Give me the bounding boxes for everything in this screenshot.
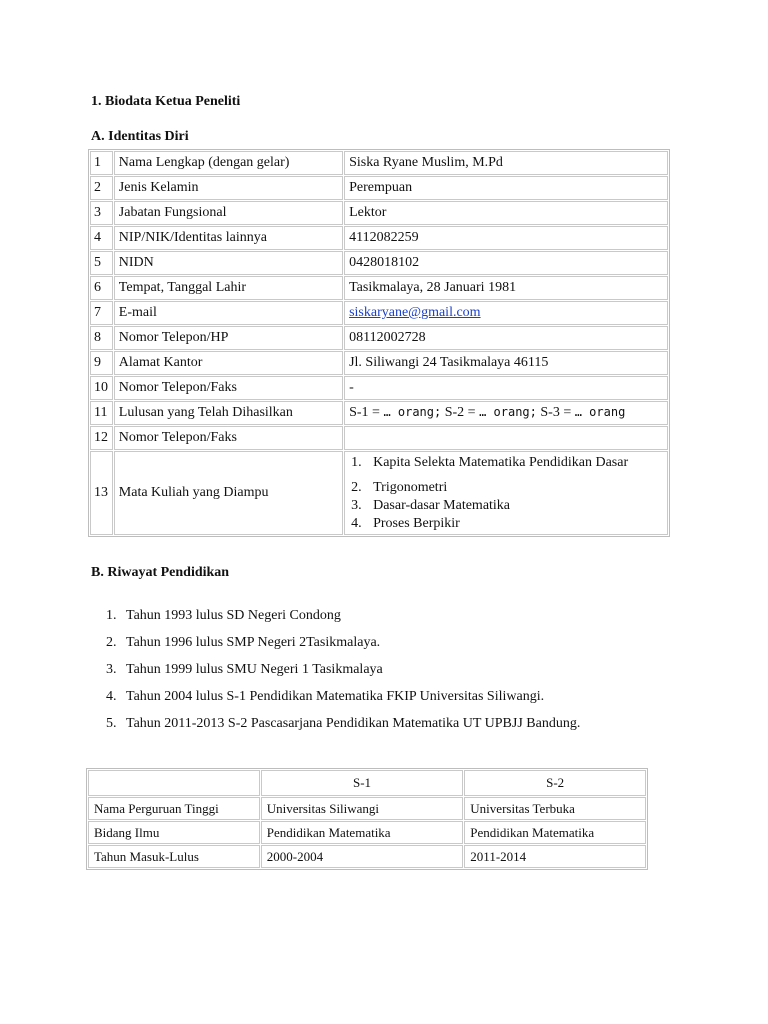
table-cell: Nama Perguruan Tinggi [88, 797, 260, 820]
table-row [90, 451, 668, 535]
row-value: Perempuan [344, 176, 668, 200]
education-list [106, 606, 580, 741]
row-label: Nama Lengkap (dengan gelar) [114, 151, 343, 175]
header-cell [88, 770, 260, 796]
table-cell: Pendidikan Matematika [261, 821, 464, 844]
list-text: Tahun 1993 lulus SD Negeri Condong [126, 608, 341, 623]
row-label: E-mail [114, 301, 343, 325]
courses-cell [344, 451, 668, 535]
row-label: Nomor Telepon/Faks [114, 426, 343, 450]
graduates-s1-label: S-1 = [349, 405, 384, 420]
list-number: 1. [106, 608, 117, 623]
row-label: Jabatan Fungsional [114, 201, 343, 225]
list-item [106, 714, 580, 741]
list-number: 5. [106, 716, 117, 731]
table-row [90, 326, 668, 350]
row-number: 4 [90, 226, 113, 250]
section-a-letter: A. [91, 129, 105, 144]
list-item [106, 633, 580, 660]
row-number: 2 [90, 176, 113, 200]
table-row [90, 176, 668, 200]
row-label: Nomor Telepon/HP [114, 326, 343, 350]
graduates-s3-count: … orang [574, 405, 626, 419]
header-cell: S-1 [261, 770, 464, 796]
table-row [90, 151, 668, 175]
section-a-title: Identitas Diri [108, 129, 189, 144]
course-name: Proses Berpikir [373, 515, 460, 531]
table-cell: 2000-2004 [261, 845, 464, 868]
list-number: 3. [106, 662, 117, 677]
list-text: Tahun 1999 lulus SMU Negeri 1 Tasikmalaya [126, 662, 383, 677]
row-number: 3 [90, 201, 113, 225]
row-label: Alamat Kantor [114, 351, 343, 375]
course-name: Kapita Selekta Matematika Pendidikan Dasar [373, 454, 629, 470]
table-cell: Bidang Ilmu [88, 821, 260, 844]
list-item [351, 454, 667, 472]
graduates-s3-label: S-3 = [536, 405, 575, 420]
table-row [90, 426, 668, 450]
table-row [90, 376, 668, 400]
list-number: 2. [351, 479, 362, 495]
table-row [90, 351, 668, 375]
section-1-title: Biodata Ketua Peneliti [105, 94, 241, 109]
list-item [351, 515, 667, 533]
list-item [351, 497, 667, 515]
list-item [106, 687, 580, 714]
row-value: 08112002728 [344, 326, 668, 350]
row-number: 13 [90, 451, 113, 535]
list-number: 1. [351, 454, 362, 470]
table-row [90, 301, 668, 325]
list-item [106, 606, 580, 633]
row-number: 9 [90, 351, 113, 375]
table-header-row [88, 770, 646, 796]
list-number: 3. [351, 497, 362, 513]
course-name: Dasar-dasar Matematika [373, 497, 511, 513]
row-number: 11 [90, 401, 113, 425]
table-row [90, 226, 668, 250]
row-value: 0428018102 [344, 251, 668, 275]
courses-list [351, 454, 667, 533]
table-row [90, 401, 668, 425]
row-value: 4112082259 [344, 226, 668, 250]
table-row [88, 797, 646, 820]
table-cell: Universitas Siliwangi [261, 797, 464, 820]
table-row [88, 845, 646, 868]
row-number: 6 [90, 276, 113, 300]
education-table [86, 768, 648, 870]
section-a-heading [91, 129, 189, 145]
graduates-cell [344, 401, 668, 425]
row-number: 8 [90, 326, 113, 350]
list-text: Tahun 1996 lulus SMP Negeri 2Tasikmalaya. [126, 635, 381, 650]
row-value: Siska Ryane Muslim, M.Pd [344, 151, 668, 175]
list-number: 4. [106, 689, 117, 704]
list-number: 2. [106, 635, 117, 650]
identity-table [88, 149, 670, 537]
list-number: 4. [351, 515, 362, 531]
row-number: 10 [90, 376, 113, 400]
table-cell: Universitas Terbuka [464, 797, 646, 820]
table-cell: 2011-2014 [464, 845, 646, 868]
row-value-empty [344, 426, 668, 450]
table-row [90, 201, 668, 225]
row-value: - [344, 376, 668, 400]
course-name: Trigonometri [373, 479, 448, 495]
table-cell: Tahun Masuk-Lulus [88, 845, 260, 868]
row-number: 1 [90, 151, 113, 175]
row-number: 5 [90, 251, 113, 275]
row-label: Jenis Kelamin [114, 176, 343, 200]
list-item [351, 479, 667, 497]
row-label: Tempat, Tanggal Lahir [114, 276, 343, 300]
table-row [90, 251, 668, 275]
row-label: Nomor Telepon/Faks [114, 376, 343, 400]
email-link[interactable]: siskaryane@gmail.com [349, 305, 481, 320]
table-row [90, 276, 668, 300]
header-cell: S-2 [464, 770, 646, 796]
list-text: Tahun 2004 lulus S-1 Pendidikan Matematika FKIP Universitas Siliwangi. [126, 689, 545, 704]
table-row [88, 821, 646, 844]
row-value: Tasikmalaya, 28 Januari 1981 [344, 276, 668, 300]
row-label: Lulusan yang Telah Dihasilkan [114, 401, 343, 425]
list-item [106, 660, 580, 687]
row-value: Jl. Siliwangi 24 Tasikmalaya 46115 [344, 351, 668, 375]
row-label: NIP/NIK/Identitas lainnya [114, 226, 343, 250]
table-cell: Pendidikan Matematika [464, 821, 646, 844]
row-label: NIDN [114, 251, 343, 275]
row-label: Mata Kuliah yang Diampu [114, 451, 343, 535]
row-number: 7 [90, 301, 113, 325]
graduates-s2-label: S-2 = [441, 405, 480, 420]
section-1-number: 1. [91, 94, 102, 109]
graduates-s1-count: … orang; [383, 405, 442, 419]
row-value: Lektor [344, 201, 668, 225]
section-b-heading: B. Riwayat Pendidikan [91, 565, 230, 580]
list-text: Tahun 2011-2013 S-2 Pascasarjana Pendidikan Matematika UT UPBJJ Bandung. [126, 716, 581, 731]
section-1-heading [91, 94, 240, 110]
graduates-s2-count: … orang; [479, 405, 537, 419]
row-number: 12 [90, 426, 113, 450]
email-cell [344, 301, 668, 325]
